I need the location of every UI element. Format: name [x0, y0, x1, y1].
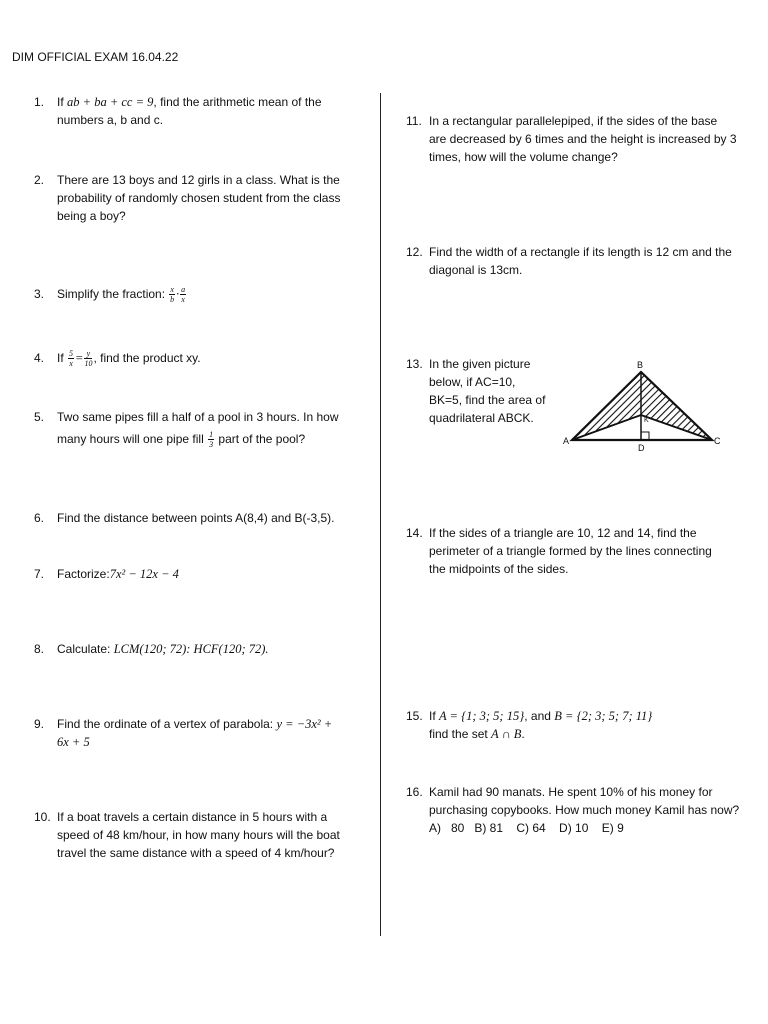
question-text: speed of 48 km/hour, in how many hours will the boat — [57, 828, 340, 842]
fraction: $\frac{1}{3}$ — [209, 430, 214, 450]
question-text: BK=5, find the area of — [429, 393, 546, 407]
question-number: 12. — [406, 245, 423, 259]
question-number: 15. — [406, 709, 423, 723]
question-number: 3. — [34, 287, 45, 301]
question-text: Find the width of a rectangle if its length is 12 cm and the — [429, 245, 732, 259]
fraction: $\frac{y}{10}$ — [84, 349, 93, 369]
question-text: quadrilateral ABCK. — [429, 411, 534, 425]
question-text: travel the same distance with a speed of 4 km/hour? — [57, 846, 335, 860]
question-text: If a boat travels a certain distance in 5 hours with a — [57, 810, 328, 824]
question-text: perimeter of a triangle formed by the lines connecting — [429, 544, 712, 558]
question-text: purchasing copybooks. How much money Kamil has now? — [429, 803, 740, 817]
label-k: K — [644, 417, 649, 424]
question-text: being a boy? — [57, 209, 126, 223]
math-expression: LCM(120; 72): HCF(120; 72). — [113, 642, 269, 656]
answer-options: A) 80 B) 81 C) 64 D) 10 E) 9 — [429, 821, 624, 835]
question-number: 8. — [34, 642, 45, 656]
math-expression: A = {1; 3; 5; 15} — [439, 709, 525, 723]
question-text: numbers a, b and c. — [57, 113, 164, 127]
math-expression: A ∩ B — [491, 727, 522, 741]
question-number: 5. — [34, 410, 45, 424]
question-number: 9. — [34, 717, 45, 731]
question-text: In a rectangular parallelepiped, if the sides of the base — [429, 114, 718, 128]
label-a: A — [563, 436, 570, 446]
question-number: 4. — [34, 351, 45, 365]
math-expression: 6x + 5 — [57, 735, 90, 749]
fraction: $\frac{5}{x}$ — [69, 349, 74, 369]
column-divider — [380, 93, 381, 936]
question-text: probability of randomly chosen student from the class — [57, 191, 341, 205]
question-text: In the given picture — [429, 357, 531, 371]
question-text: Find the distance between points A(8,4) and B(-3,5). — [57, 511, 335, 525]
question-text: are decreased by 6 times and the height is increased by 3 — [429, 132, 737, 146]
question-number: 7. — [34, 567, 45, 581]
question-text: , find the product xy. — [93, 351, 201, 365]
exam-title: DIM OFFICIAL EXAM 16.04.22 — [12, 50, 179, 64]
label-b: B — [637, 360, 644, 370]
question-number: 2. — [34, 173, 45, 187]
math-expression: y = −3x² + — [276, 717, 333, 731]
fraction: $\frac{a}{x}$ — [181, 285, 186, 305]
question-number: 14. — [406, 526, 423, 540]
question-text: Two same pipes fill a half of a pool in 3 hours. In how — [57, 410, 339, 424]
triangle-figure — [560, 360, 730, 455]
question-text: the midpoints of the sides. — [429, 562, 569, 576]
question-text: Simplify the fraction: — [57, 287, 166, 301]
triangle-diagram — [560, 360, 730, 455]
question-text: Kamil had 90 manats. He spent 10% of his money for — [429, 785, 713, 799]
question-text: There are 13 boys and 12 girls in a class. What is the — [57, 173, 340, 187]
math-expression: ab + ba + cc = 9 — [67, 95, 154, 109]
question-number: 10. — [34, 810, 51, 824]
math-expression: 7x² − 12x − 4 — [109, 567, 179, 581]
shaded-region — [572, 372, 712, 440]
label-d: D — [638, 443, 645, 453]
fraction: $\frac{x}{b}$ — [170, 285, 175, 305]
question-number: 6. — [34, 511, 45, 525]
question-text: below, if AC=10, — [429, 375, 516, 389]
question-number: 11. — [406, 114, 422, 128]
question-number: 1. — [34, 95, 45, 109]
label-c: C — [714, 436, 721, 446]
question-number: 13. — [406, 357, 423, 371]
question-text: times, how will the volume change? — [429, 150, 618, 164]
question-text: diagonal is 13cm. — [429, 263, 523, 277]
math-expression: B = {2; 3; 5; 7; 11} — [554, 709, 653, 723]
question-number: 16. — [406, 785, 423, 799]
question-text: If the sides of a triangle are 10, 12 and 14, find the — [429, 526, 697, 540]
